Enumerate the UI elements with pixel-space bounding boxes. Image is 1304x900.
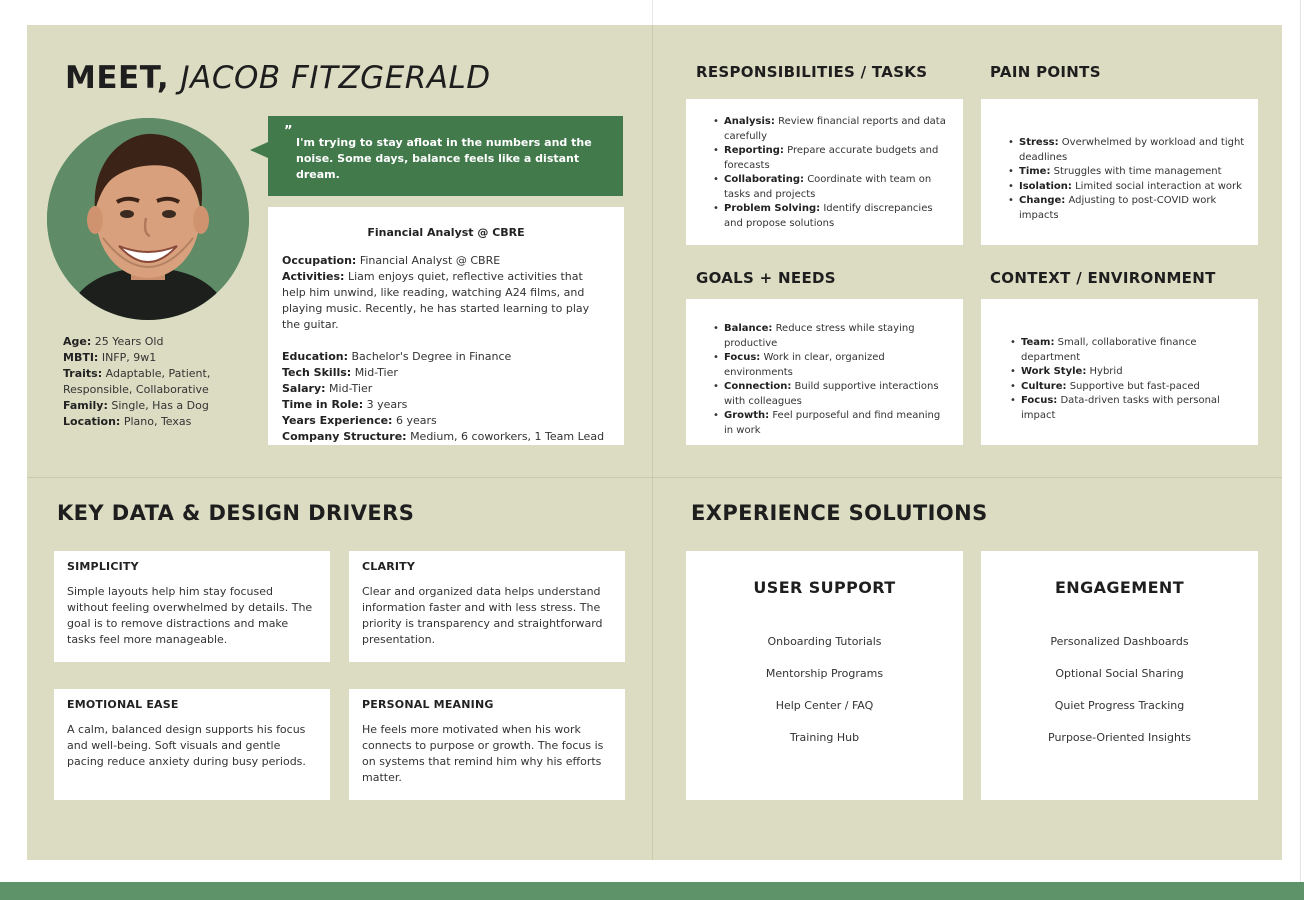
- solution-title: ENGAGEMENT: [1054, 578, 1185, 597]
- goals-card: [686, 299, 963, 445]
- detail-activities: Activities: Liam enjoys quiet, reflective activities that help him unwind, like reading, watching A24 films, and playing music. Recently, he has started learning to play the guitar.: [282, 270, 590, 331]
- bio-family: Family: Single, Has a Dog: [63, 399, 209, 412]
- person-photo-icon: [47, 118, 249, 320]
- driver-title: PERSONAL MEANING: [362, 698, 494, 711]
- context-card: [981, 299, 1258, 445]
- driver-text: Clear and organized data helps understand information faster and with less stress. The priority is transparency and straightforward presentation.: [362, 585, 603, 646]
- list-item: • Time: Struggles with time management: [1007, 165, 1248, 180]
- detail-company-structure: Company Structure: Medium, 6 coworkers, 1 Team Lead: [282, 430, 605, 443]
- bio-mbti: MBTI: INFP, 9w1: [63, 351, 157, 364]
- detail-education: Education: Bachelor's Degree in Finance: [282, 350, 512, 363]
- quote-bubble: [268, 116, 623, 196]
- avatar: [47, 118, 249, 320]
- vertical-divider: [652, 25, 653, 860]
- detail-occupation: Occupation: Financial Analyst @ CBRE: [282, 254, 501, 267]
- list-item: • Problem Solving: Identify discrepancies and propose solutions: [712, 202, 949, 231]
- persona-name: JACOB FITZGERALD: [180, 60, 491, 96]
- list-item: • Work Style: Hybrid: [1009, 365, 1248, 380]
- solution-item: Optional Social Sharing: [1055, 667, 1184, 680]
- drivers-heading: KEY DATA & DESIGN DRIVERS: [57, 501, 415, 525]
- list-item: • Collaborating: Coordinate with team on tasks and projects: [712, 173, 949, 202]
- quote-mark-icon: ”: [284, 124, 293, 139]
- list-item: • Reporting: Prepare accurate budgets and forecasts: [712, 144, 949, 173]
- footer-bar: [0, 882, 1304, 900]
- list-item: • Change: Adjusting to post-COVID work impacts: [1007, 194, 1248, 223]
- persona-bio: [63, 334, 253, 430]
- page-divider-top: [652, 0, 653, 25]
- driver-card-clarity: [349, 551, 625, 662]
- horizontal-divider: [27, 477, 1282, 478]
- driver-text: Simple layouts help him stay focused without feeling overwhelmed by details. The goal is to remove distractions and make tasks feel more manageable.: [67, 585, 313, 646]
- bio-location: Location: Plano, Texas: [63, 415, 192, 428]
- driver-title: EMOTIONAL EASE: [67, 698, 179, 711]
- driver-card-emotional-ease: [54, 689, 330, 800]
- list-item: • Analysis: Review financial reports and data carefully: [712, 115, 949, 144]
- list-item: • Team: Small, collaborative finance department: [1009, 336, 1248, 365]
- driver-title: CLARITY: [362, 560, 416, 573]
- responsibilities-card: [686, 99, 963, 245]
- pain-points-heading: PAIN POINTS: [990, 63, 1101, 81]
- context-heading: CONTEXT / ENVIRONMENT: [990, 269, 1216, 287]
- driver-card-personal-meaning: [349, 689, 625, 800]
- driver-card-simplicity: [54, 551, 330, 662]
- details-title: Financial Analyst @ CBRE: [367, 226, 525, 239]
- list-item: • Growth: Feel purposeful and find meaning in work: [712, 409, 951, 438]
- detail-years-experience: Years Experience: 6 years: [282, 414, 437, 427]
- driver-title: SIMPLICITY: [67, 560, 139, 573]
- quote-text: I'm trying to stay afloat in the numbers and the noise. Some days, balance feels like a distant dream.: [296, 136, 592, 181]
- solution-card-user-support: [686, 551, 963, 800]
- solutions-heading: EXPERIENCE SOLUTIONS: [691, 501, 988, 525]
- solution-title: USER SUPPORT: [753, 578, 896, 597]
- solution-card-engagement: [981, 551, 1258, 800]
- solution-item: Quiet Progress Tracking: [1054, 699, 1185, 712]
- solution-item: Personalized Dashboards: [1050, 635, 1189, 648]
- detail-tech-skills: Tech Skills: Mid-Tier: [282, 366, 398, 379]
- list-item: • Culture: Supportive but fast-paced: [1009, 380, 1248, 395]
- driver-text: A calm, balanced design supports his focus and well-being. Soft visuals and gentle pacing reduce anxiety during busy periods.: [67, 723, 306, 768]
- solution-item: Purpose-Oriented Insights: [1048, 731, 1191, 744]
- bio-traits: Traits: Adaptable, Patient, Responsible, Collaborative: [63, 367, 211, 396]
- page-edge: [1300, 0, 1301, 900]
- list-item: • Isolation: Limited social interaction at work: [1007, 180, 1248, 195]
- list-item: • Focus: Data-driven tasks with personal impact: [1009, 394, 1248, 423]
- list-item: • Balance: Reduce stress while staying productive: [712, 322, 951, 351]
- driver-text: He feels more motivated when his work connects to purpose or growth. The focus is on systems that remind him why his efforts matter.: [362, 723, 604, 784]
- persona-details-card: [268, 207, 624, 445]
- solution-item: Onboarding Tutorials: [767, 635, 882, 648]
- detail-time-in-role: Time in Role: 3 years: [282, 398, 408, 411]
- persona-title: [65, 60, 491, 96]
- list-item: • Connection: Build supportive interactions with colleagues: [712, 380, 951, 409]
- responsibilities-heading: RESPONSIBILITIES / TASKS: [696, 63, 928, 81]
- solution-item: Mentorship Programs: [765, 667, 884, 680]
- meet-label: MEET,: [65, 60, 170, 96]
- quote-bubble-tail: [250, 142, 268, 158]
- pain-points-card: [981, 99, 1258, 245]
- list-item: • Focus: Work in clear, organized environments: [712, 351, 951, 380]
- bio-age: Age: 25 Years Old: [63, 335, 164, 348]
- goals-heading: GOALS + NEEDS: [696, 269, 836, 287]
- solution-item: Help Center / FAQ: [775, 699, 874, 712]
- detail-salary: Salary: Mid-Tier: [282, 382, 373, 395]
- solution-item: Training Hub: [789, 731, 860, 744]
- list-item: • Stress: Overwhelmed by workload and tight deadlines: [1007, 136, 1248, 165]
